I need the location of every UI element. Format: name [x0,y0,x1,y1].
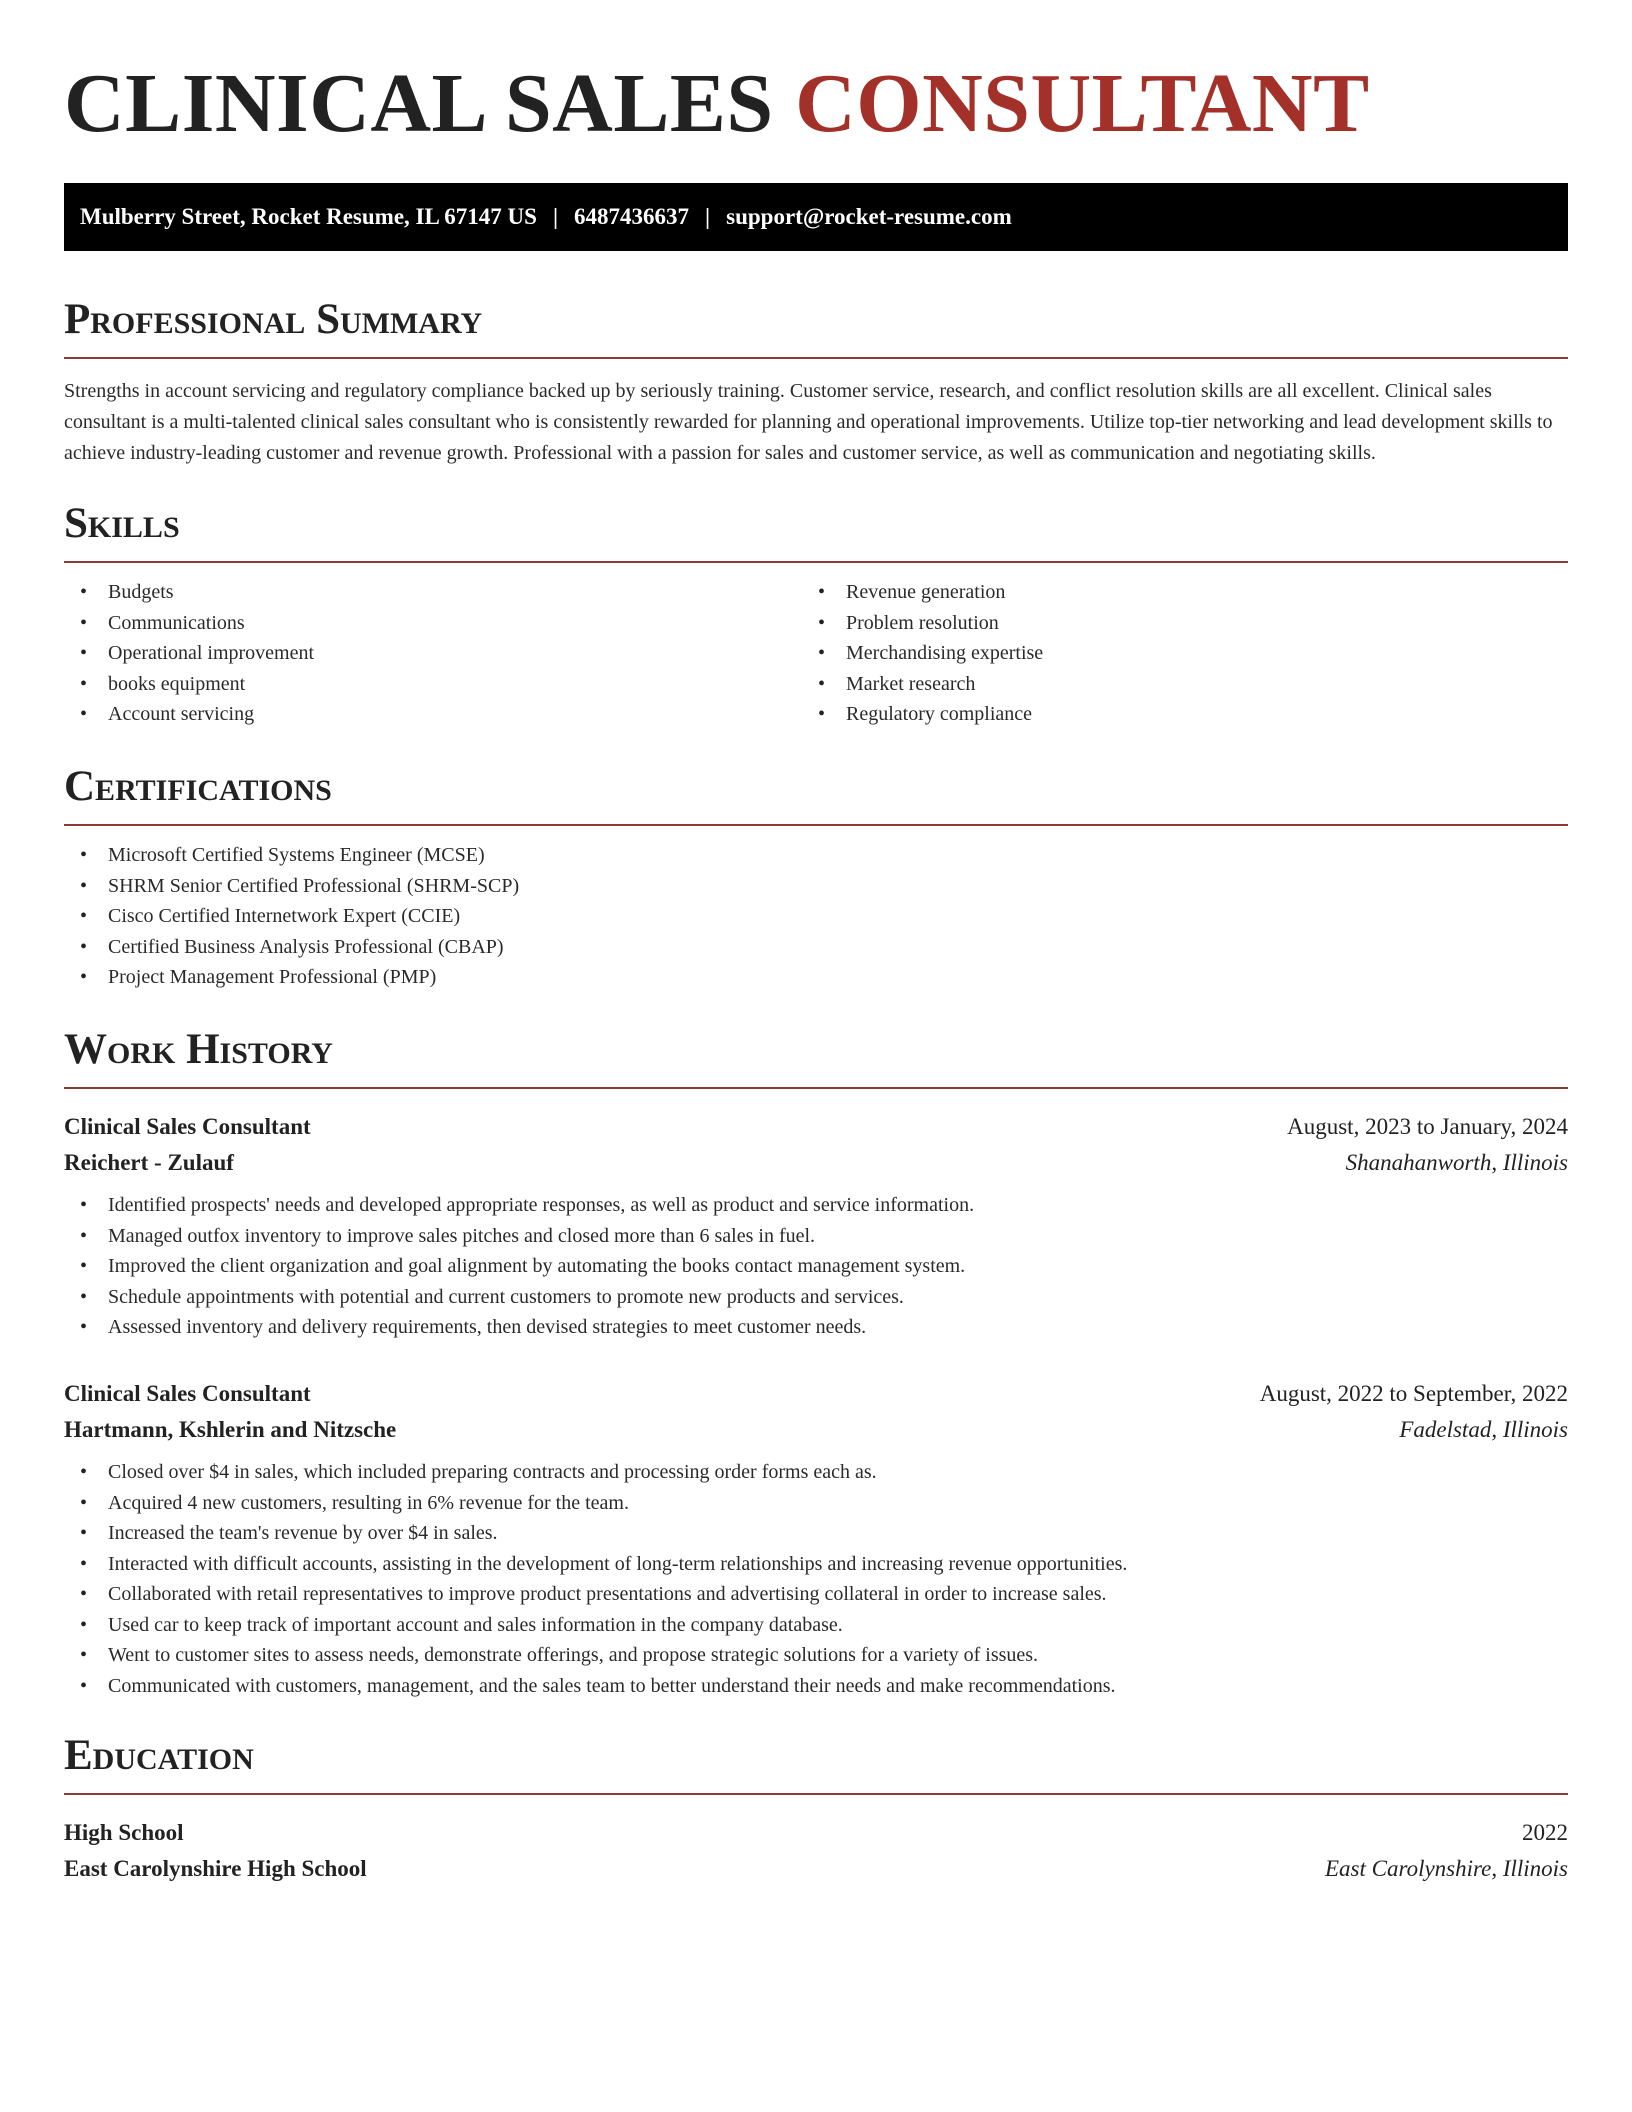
skill-item: • books equipment [64,669,816,700]
job-duties-list [64,1190,1568,1343]
job-duty-item: • Managed outfox inventory to improve sales pitches and closed more than 6 sales in fuel. [64,1221,1568,1252]
contact-separator: | [552,204,559,229]
section-divider [64,357,1568,359]
skills-grid [64,563,1568,730]
skill-item: • Operational improvement [64,638,816,669]
certification-item: • Project Management Professional (PMP) [64,962,1568,993]
job-company: Hartmann, Kshlerin and Nitzsche [64,1416,397,1442]
job-dates: August, 2022 to September, 2022 [1259,1380,1568,1406]
job-header-row [64,1376,1568,1412]
contact-email: support@rocket-resume.com [726,204,1012,229]
education-entry [64,1815,1568,1887]
skills-list-right [816,577,1568,730]
contact-separator: | [705,204,711,229]
job-role: Clinical Sales Consultant [64,1380,311,1406]
skill-item: • Communications [64,608,816,639]
education-location: East Carolynshire, Illinois [1325,1855,1568,1881]
job-duty-item: • Interacted with difficult accounts, assisting in the development of long-term relationships and increasing revenue opportunities. [64,1549,1568,1580]
skill-item: • Market research [816,669,1568,700]
education-school: East Carolynshire High School [64,1855,367,1881]
job-duty-item: • Used car to keep track of important account and sales information in the company database. [64,1610,1568,1641]
job-location: Fadelstad, Illinois [1399,1416,1568,1442]
section-title-work-history: Work History [64,1025,333,1073]
job-duty-item: • Identified prospects' needs and developed appropriate responses, as well as product and service information. [64,1190,1568,1221]
section-divider [64,1793,1568,1795]
job-role: Clinical Sales Consultant [64,1113,311,1139]
skill-item: • Revenue generation [816,577,1568,608]
job-duty-item: • Collaborated with retail representatives to improve product presentations and advertising collateral in order to increase sales. [64,1579,1568,1610]
job-company-row [64,1145,1568,1181]
title-part-dark: CLINICAL SALES [64,57,774,150]
job-entry [64,1376,1568,1702]
section-divider [64,1087,1568,1089]
job-entry [64,1109,1568,1343]
contact-bar [64,183,1568,251]
certifications-list [64,840,1568,993]
job-duty-item: • Schedule appointments with potential and current customers to promote new products and services. [64,1282,1568,1313]
skill-item: • Budgets [64,577,816,608]
section-title-certifications: Certifications [64,762,332,810]
section-title-summary: Professional Summary [64,296,483,343]
education-school-row [64,1851,1568,1887]
section-title-education: Education [64,1731,254,1779]
job-location: Shanahanworth, Illinois [1345,1149,1568,1175]
job-duty-item: • Acquired 4 new customers, resulting in 6% revenue for the team. [64,1488,1568,1519]
job-duty-item: • Increased the team's revenue by over $4 in sales. [64,1518,1568,1549]
certification-item: • Microsoft Certified Systems Engineer (MCSE) [64,840,1568,871]
job-duty-item: • Assessed inventory and delivery requirements, then devised strategies to meet customer needs. [64,1312,1568,1343]
certification-item: • Certified Business Analysis Professional (CBAP) [64,932,1568,963]
section-divider [64,824,1568,826]
skill-item: • Regulatory compliance [816,699,1568,730]
section-title-skills: Skills [64,500,180,547]
job-header-row [64,1109,1568,1145]
certification-item: • SHRM Senior Certified Professional (SHRM-SCP) [64,871,1568,902]
contact-address: Mulberry Street, Rocket Resume, IL 67147 US [80,204,537,229]
education-year: 2022 [1522,1819,1568,1845]
skill-item: • Account servicing [64,699,816,730]
job-duty-item: • Went to customer sites to assess needs, demonstrate offerings, and propose strategic solutions for a variety of issues. [64,1640,1568,1671]
job-company: Reichert - Zulauf [64,1149,234,1175]
job-duty-item: • Closed over $4 in sales, which included preparing contracts and processing order forms each as. [64,1457,1568,1488]
contact-phone: 6487436637 [574,204,690,229]
job-duty-item: • Improved the client organization and goal alignment by automating the books contact management system. [64,1251,1568,1282]
job-company-row [64,1412,1568,1448]
education-degree: High School [64,1819,184,1845]
job-duty-item: • Communicated with customers, management, and the sales team to better understand their needs and make recommendations. [64,1671,1568,1702]
job-duties-list [64,1457,1568,1702]
summary-text: Strengths in account servicing and regulatory compliance backed up by seriously training. Customer service, research, and conflict resolution skills are all excellent. Clinical sales consultant is a multi-talented clinical sales consultant who is consistently rewarded for planning and operational improvements. Utilize top-tier networking and lead development skills to achieve industry-leading customer and revenue growth. Professional with a passion for sales and customer service, as well as communication and negotiating skills. [64,380,1553,464]
skill-item: • Problem resolution [816,608,1568,639]
title-part-accent: CONSULTANT [795,57,1370,150]
education-header-row [64,1815,1568,1851]
certification-item: • Cisco Certified Internetwork Expert (CCIE) [64,901,1568,932]
candidate-title [64,58,1568,150]
skill-item: • Merchandising expertise [816,638,1568,669]
job-dates: August, 2023 to January, 2024 [1287,1113,1568,1139]
skills-list-left [64,577,816,730]
